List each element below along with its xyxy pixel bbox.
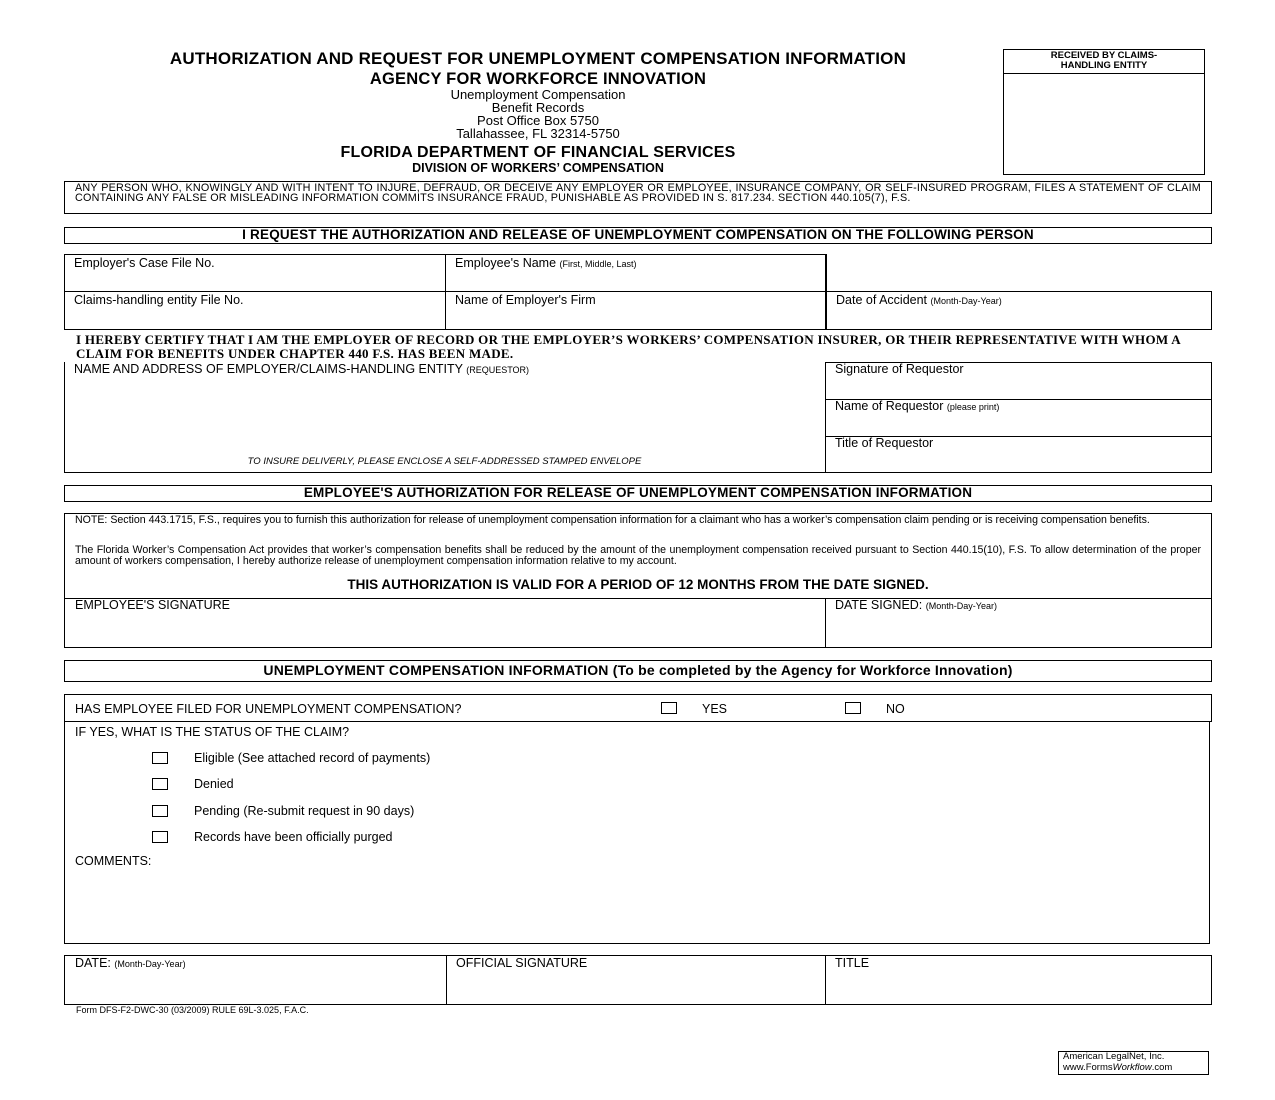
no-checkbox[interactable] — [845, 702, 861, 714]
fraud-notice-box — [64, 181, 1212, 214]
received-stamp-box[interactable] — [1003, 49, 1205, 175]
claim-status-box — [64, 721, 1210, 944]
date-signed-hint: (Month-Day-Year) — [925, 601, 997, 611]
comments-area[interactable] — [75, 872, 1195, 938]
requestor-name-field[interactable] — [825, 399, 1212, 436]
requestor-name-address-hint: (REQUESTOR) — [466, 365, 530, 375]
address-line: Unemployment Compensation — [450, 87, 626, 102]
uc-filed-question: HAS EMPLOYEE FILED FOR UNEMPLOYMENT COMPENSATION? — [75, 702, 462, 716]
address-line: Post Office Box 5750 — [477, 113, 599, 128]
employee-authorization-box — [64, 513, 1212, 648]
certify-statement: I HEREBY CERTIFY THAT I AM THE EMPLOYER OF RECORD OR THE EMPLOYER’S WORKERS’ COMPENSATION INSURER, OR THEIR REPRESENTATIVE WITH WHOM A CLAIM FOR BENEFITS UNDER CHAPTER 440 F.S. HAS BEEN MADE. — [76, 332, 1181, 361]
employer-firm-label: Name of Employer's Firm — [455, 293, 596, 307]
agency-address — [380, 88, 696, 140]
requestor-name-address-label: NAME AND ADDRESS OF EMPLOYER/CLAIMS-HANDLING ENTITY — [74, 362, 463, 376]
employee-name-hint: (First, Middle, Last) — [559, 259, 637, 269]
requestor-name-address-field[interactable] — [64, 362, 825, 473]
form-title: AUTHORIZATION AND REQUEST FOR UNEMPLOYMENT COMPENSATION INFORMATION — [169, 49, 907, 68]
brand-company: American LegalNet, Inc. — [1063, 1051, 1165, 1062]
yes-checkbox[interactable] — [661, 702, 677, 714]
official-title-label: TITLE — [835, 956, 870, 970]
fraud-notice-text: ANY PERSON WHO, KNOWINGLY AND WITH INTENT TO INJURE, DEFRAUD, OR DECEIVE ANY EMPLOYER OR EMPLOYEE, INSURANCE COMPANY, OR SELF-INSURED PROGRAM, FILES A STATEMENT OF CLAIM CONTAINING ANY FALSE OR MISLEADING INFORMATION COMMITS INSURANCE FRAUD, PUNISHABLE AS PROVIDED IN S. 817.234. SECTION 440.105(7), F.S. — [75, 182, 1201, 204]
denied-checkbox[interactable] — [152, 778, 168, 790]
claims-file-field[interactable] — [64, 291, 445, 330]
official-title-field[interactable] — [825, 956, 1211, 1004]
employer-firm-field[interactable] — [445, 291, 826, 330]
official-signature-label: OFFICIAL SIGNATURE — [456, 956, 588, 970]
note-section-443: NOTE: Section 443.1715, F.S., requires you to furnish this authorization for release of unemployment compensation information for a claimant who has a worker’s compensation claim pending or is receiving compensation benefits. — [75, 514, 1150, 526]
brand-box — [1058, 1051, 1209, 1075]
division-title: DIVISION OF WORKERS’ COMPENSATION — [412, 161, 664, 175]
claim-status-question: IF YES, WHAT IS THE STATUS OF THE CLAIM? — [75, 725, 350, 739]
official-signature-field[interactable] — [446, 956, 825, 1004]
claims-file-label: Claims-handling entity File No. — [74, 293, 244, 307]
date-accident-field[interactable] — [826, 291, 1212, 330]
received-stamp-label: RECEIVED BY CLAIMS-HANDLING ENTITY — [1004, 50, 1204, 74]
employer-case-file-field[interactable] — [64, 254, 445, 291]
address-line: Tallahassee, FL 32314-5750 — [456, 126, 620, 141]
employee-name-field[interactable] — [445, 254, 826, 291]
eligible-checkbox[interactable] — [152, 752, 168, 764]
employee-signature-field[interactable] — [65, 598, 825, 648]
section-heading-request: I REQUEST THE AUTHORIZATION AND RELEASE OF UNEMPLOYMENT COMPENSATION ON THE FOLLOWING PERSON — [64, 227, 1212, 244]
department-title: FLORIDA DEPARTMENT OF FINANCIAL SERVICES — [340, 144, 736, 161]
date-accident-label: Date of Accident — [836, 293, 928, 307]
pending-checkbox[interactable] — [152, 805, 168, 817]
validity-statement: THIS AUTHORIZATION IS VALID FOR A PERIOD OF 12 MONTHS FROM THE DATE SIGNED. — [347, 577, 929, 592]
requestor-table — [64, 362, 1212, 473]
eligible-label: Eligible (See attached record of payments) — [194, 751, 431, 765]
requestor-title-label: Title of Requestor — [835, 436, 934, 450]
agency-title: AGENCY FOR WORKFORCE INNOVATION — [369, 70, 707, 88]
note-workers-comp-act: The Florida Worker’s Compensation Act provides that worker’s compensation benefits shall be reduced by the amount of the unemployment compensation received pursuant to Section 440.15(10), F.S. To allow determination of the proper amount of workers compensation, I hereby authorize release of unemployment compensation information relative to my account. — [75, 544, 1201, 567]
comments-label: COMMENTS: — [75, 854, 152, 868]
date-signed-label: DATE SIGNED: — [835, 598, 923, 612]
purged-label: Records have been officially purged — [194, 830, 393, 844]
employee-name-label: Employee's Name — [455, 256, 557, 270]
purged-checkbox[interactable] — [152, 831, 168, 843]
address-line: Benefit Records — [491, 100, 585, 115]
requestor-name-label: Name of Requestor — [835, 399, 944, 413]
employer-case-file-label: Employer's Case File No. — [74, 256, 215, 270]
date-accident-hint: (Month-Day-Year) — [930, 296, 1002, 306]
no-label: NO — [886, 702, 905, 716]
request-fields-table — [64, 254, 1212, 330]
requestor-signature-field[interactable] — [825, 362, 1212, 399]
official-date-field[interactable] — [65, 956, 446, 1004]
form-id: Form DFS-F2-DWC-30 (03/2009) RULE 69L-3.025, F.A.C. — [76, 1005, 309, 1015]
denied-label: Denied — [194, 777, 234, 791]
section-heading-uc-information: UNEMPLOYMENT COMPENSATION INFORMATION (To be completed by the Agency for Workforce Innovation) — [64, 660, 1212, 682]
official-date-label: DATE: — [75, 956, 111, 970]
official-signature-row — [64, 955, 1212, 1005]
requestor-signature-label: Signature of Requestor — [835, 362, 964, 376]
official-date-hint: (Month-Day-Year) — [114, 959, 186, 969]
brand-website: www.FormsWorkflow.com — [1063, 1061, 1173, 1073]
requestor-title-field[interactable] — [825, 436, 1212, 473]
employee-signature-label: EMPLOYEE'S SIGNATURE — [75, 598, 230, 612]
yes-label: YES — [702, 702, 728, 716]
envelope-note: TO INSURE DELIVERLY, PLEASE ENCLOSE A SELF-ADDRESSED STAMPED ENVELOPE — [247, 456, 642, 467]
date-signed-field[interactable] — [825, 598, 1211, 648]
section-heading-employee-authorization: EMPLOYEE'S AUTHORIZATION FOR RELEASE OF UNEMPLOYMENT COMPENSATION INFORMATION — [64, 485, 1212, 502]
pending-label: Pending (Re-submit request in 90 days) — [194, 804, 415, 818]
uc-filed-question-row — [64, 694, 1212, 722]
requestor-name-hint: (please print) — [946, 402, 1000, 412]
